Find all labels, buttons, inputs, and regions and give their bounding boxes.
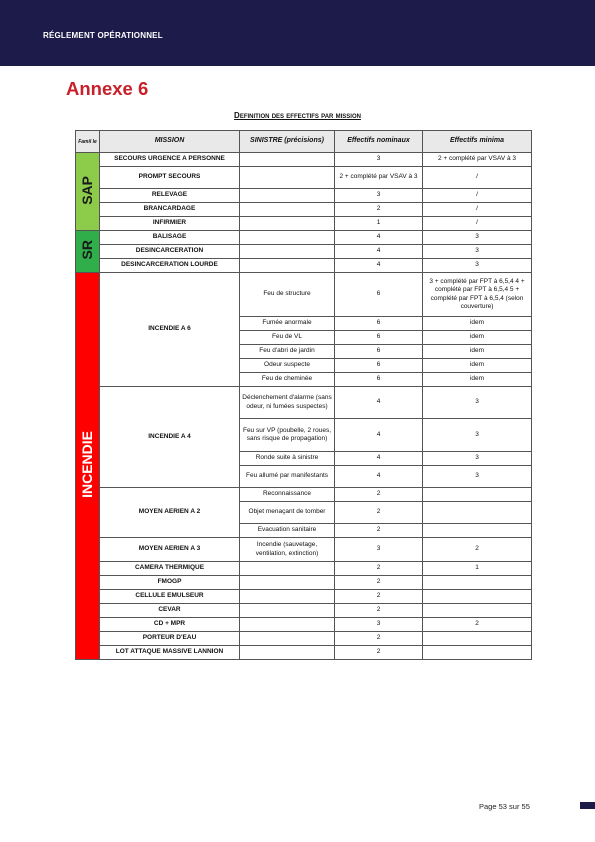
sinistre-cell (240, 245, 335, 259)
minima-cell (423, 632, 532, 646)
table-row (76, 604, 532, 618)
sinistre-cell (240, 562, 335, 576)
sinistre-cell: Ronde suite à sinistre (240, 452, 335, 466)
family-sr (76, 231, 100, 273)
mission-cell: INFIRMIER (100, 217, 240, 231)
mission-cell: CEVAR (100, 604, 240, 618)
minima-cell (423, 604, 532, 618)
sinistre-cell: Feu de VL (240, 331, 335, 345)
document-title: RÉGLEMENT OPÉRATIONNEL (43, 31, 163, 40)
mission-cell: INCENDIE A 6 (100, 273, 240, 387)
table-row (76, 189, 532, 203)
subtitle-text: Definition des effectifs par mission (234, 111, 361, 120)
table-row (76, 590, 532, 604)
sinistre-cell (240, 153, 335, 167)
sinistre-cell (240, 576, 335, 590)
minima-cell (423, 502, 532, 524)
minima-cell: 3 (423, 231, 532, 245)
nominaux-cell: 2 (335, 488, 423, 502)
sinistre-cell: Feu allumé par manifestants (240, 466, 335, 488)
nominaux-cell: 3 (335, 618, 423, 632)
sinistre-cell: Feu sur VP (poubelle, 2 roues, sans risque de propagation) (240, 419, 335, 452)
minima-cell (423, 646, 532, 660)
minima-cell (423, 590, 532, 604)
mission-cell: PROMPT SECOURS (100, 167, 240, 189)
minima-cell: 3 (423, 466, 532, 488)
minima-cell: 3 (423, 259, 532, 273)
mission-cell: LOT ATTAQUE MASSIVE LANNION (100, 646, 240, 660)
header-sinistre: SINISTRE (précisions) (240, 131, 335, 153)
minima-cell: 2 + complété par VSAV à 3 (423, 153, 532, 167)
sinistre-cell: Objet menaçant de tomber (240, 502, 335, 524)
nominaux-cell: 4 (335, 387, 423, 419)
family-sap (76, 153, 100, 231)
minima-cell: 3 (423, 245, 532, 259)
family-incendie (76, 273, 100, 660)
minima-cell (423, 524, 532, 538)
nominaux-cell: 3 (335, 538, 423, 562)
mission-cell: INCENDIE A 4 (100, 387, 240, 488)
nominaux-cell: 6 (335, 359, 423, 373)
minima-cell: idem (423, 317, 532, 331)
minima-cell (423, 576, 532, 590)
mission-cell: CAMERA THERMIQUE (100, 562, 240, 576)
sinistre-cell: Odeur suspecte (240, 359, 335, 373)
table-row (76, 217, 532, 231)
nominaux-cell: 3 (335, 153, 423, 167)
nominaux-cell: 2 (335, 524, 423, 538)
nominaux-cell: 2 (335, 604, 423, 618)
nominaux-cell: 4 (335, 419, 423, 452)
header-band (0, 0, 595, 66)
minima-cell: 3 (423, 452, 532, 466)
sinistre-cell (240, 189, 335, 203)
nominaux-cell: 4 (335, 231, 423, 245)
mission-cell: RELEVAGE (100, 189, 240, 203)
minima-cell: idem (423, 345, 532, 359)
table-row (76, 231, 532, 245)
header-mission: MISSION (100, 131, 240, 153)
header-nominaux: Effectifs nominaux (335, 131, 423, 153)
table-header-row (76, 131, 532, 153)
minima-cell: idem (423, 373, 532, 387)
table-row (76, 488, 532, 502)
mission-cell: PORTEUR D'EAU (100, 632, 240, 646)
minima-cell: / (423, 189, 532, 203)
minima-cell: 1 (423, 562, 532, 576)
nominaux-cell: 4 (335, 245, 423, 259)
nominaux-cell: 2 (335, 632, 423, 646)
sinistre-cell: Feu d'abri de jardin (240, 345, 335, 359)
nominaux-cell: 2 (335, 646, 423, 660)
sinistre-cell (240, 167, 335, 189)
minima-cell (423, 488, 532, 502)
nominaux-cell: 6 (335, 317, 423, 331)
nominaux-cell: 3 (335, 189, 423, 203)
sinistre-cell: Feu de cheminée (240, 373, 335, 387)
nominaux-cell: 4 (335, 452, 423, 466)
footer-accent-bar (580, 802, 595, 809)
minima-cell: 2 (423, 538, 532, 562)
table-row (76, 562, 532, 576)
nominaux-cell: 6 (335, 273, 423, 317)
nominaux-cell: 2 (335, 502, 423, 524)
table-row (76, 618, 532, 632)
mission-cell: DESINCARCERATION (100, 245, 240, 259)
sinistre-cell (240, 217, 335, 231)
header-minima: Effectifs minima (423, 131, 532, 153)
family-sr-label: SR (78, 240, 95, 260)
sinistre-cell (240, 231, 335, 245)
mission-cell: MOYEN AERIEN A 3 (100, 538, 240, 562)
mission-cell: CD + MPR (100, 618, 240, 632)
minima-cell: 3 (423, 419, 532, 452)
nominaux-cell: 1 (335, 217, 423, 231)
sinistre-cell (240, 604, 335, 618)
sinistre-cell (240, 259, 335, 273)
table-row (76, 245, 532, 259)
mission-cell: SECOURS URGENCE A PERSONNE (100, 153, 240, 167)
table-row (76, 632, 532, 646)
nominaux-cell: 6 (335, 345, 423, 359)
sinistre-cell: Déclenchement d'alarme (sans odeur, ni fumées suspectes) (240, 387, 335, 419)
mission-cell: CELLULE EMULSEUR (100, 590, 240, 604)
minima-cell: idem (423, 331, 532, 345)
table-row (76, 203, 532, 217)
page-number: Page 53 sur 55 (479, 802, 530, 811)
mission-cell: MOYEN AERIEN A 2 (100, 488, 240, 538)
table-subtitle (0, 111, 595, 120)
nominaux-cell: 6 (335, 373, 423, 387)
mission-cell: FMOGP (100, 576, 240, 590)
family-incendie-label: INCENDIE (78, 430, 95, 498)
staffing-table (75, 130, 532, 660)
nominaux-cell: 2 (335, 562, 423, 576)
nominaux-cell: 2 (335, 203, 423, 217)
minima-cell: 2 (423, 618, 532, 632)
mission-cell: BALISAGE (100, 231, 240, 245)
table-row (76, 153, 532, 167)
nominaux-cell: 2 (335, 590, 423, 604)
nominaux-cell: 4 (335, 259, 423, 273)
mission-cell: BRANCARDAGE (100, 203, 240, 217)
table-row (76, 259, 532, 273)
sinistre-cell (240, 203, 335, 217)
table-row (76, 538, 532, 562)
sinistre-cell (240, 632, 335, 646)
family-sap-label: SAP (78, 175, 95, 205)
nominaux-cell: 2 + complété par VSAV à 3 (335, 167, 423, 189)
minima-cell: idem (423, 359, 532, 373)
header-famille: Famil le (76, 131, 100, 153)
minima-cell: / (423, 167, 532, 189)
nominaux-cell: 4 (335, 466, 423, 488)
table-row (76, 646, 532, 660)
sinistre-cell: Reconnaissance (240, 488, 335, 502)
nominaux-cell: 6 (335, 331, 423, 345)
table-row (76, 167, 532, 189)
minima-cell: 3 (423, 387, 532, 419)
table-row (76, 387, 532, 419)
nominaux-cell: 2 (335, 576, 423, 590)
minima-cell: 3 + complété par FPT à 6,5,4 4 + complété par FPT à 6,5,4 5 + complété par FPT à 6,5,4 (selon couverture) (423, 273, 532, 317)
annexe-title: Annexe 6 (66, 78, 149, 99)
minima-cell: / (423, 203, 532, 217)
mission-cell: DESINCARCERATION LOURDE (100, 259, 240, 273)
sinistre-cell: Evacuation sanitaire (240, 524, 335, 538)
sinistre-cell: Incendie (sauvetage, ventilation, extinction) (240, 538, 335, 562)
sinistre-cell (240, 618, 335, 632)
sinistre-cell: Feu de structure (240, 273, 335, 317)
sinistre-cell (240, 590, 335, 604)
sinistre-cell: Fumée anormale (240, 317, 335, 331)
table-row (76, 576, 532, 590)
table-row (76, 273, 532, 317)
sinistre-cell (240, 646, 335, 660)
minima-cell: / (423, 217, 532, 231)
